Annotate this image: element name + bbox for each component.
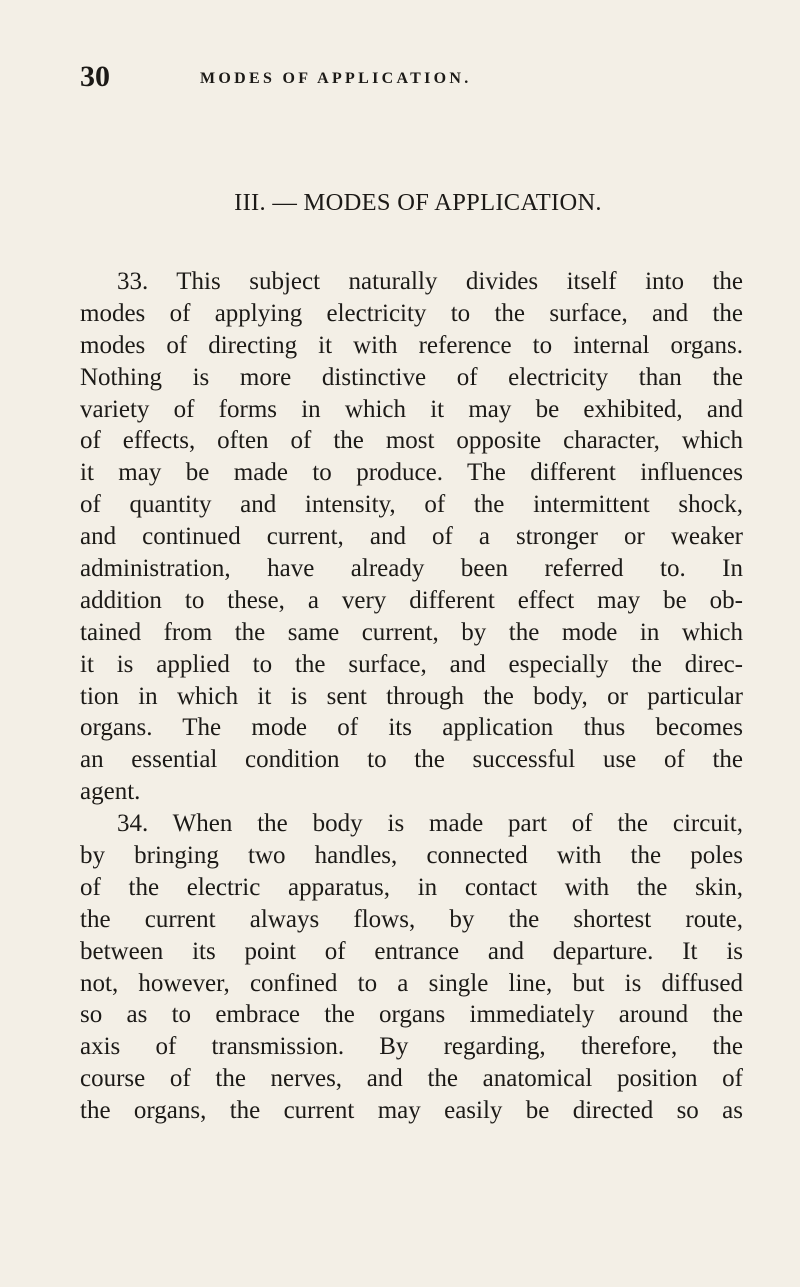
text-line: by bringing two handles, connected with the poles — [80, 842, 743, 870]
paragraph-34 — [80, 808, 743, 1127]
text-line: modes of applying electricity to the surface, and the — [80, 299, 743, 327]
running-header — [80, 62, 740, 102]
body-text — [80, 266, 743, 1127]
text-line: between its point of entrance and departure. It is — [80, 937, 743, 965]
text-line: of the electric apparatus, in contact with the skin, — [80, 873, 743, 901]
running-title: MODES OF APPLICATION. — [200, 70, 472, 87]
text-line: variety of forms in which it may be exhibited, and — [80, 395, 743, 423]
text-line: course of the nerves, and the anatomical position of — [80, 1065, 743, 1093]
text-line: of quantity and intensity, of the intermittent shock, — [80, 491, 743, 519]
text-line: so as to embrace the organs immediately around the — [80, 1001, 743, 1029]
text-line: addition to these, a very different effect may be ob- — [80, 586, 743, 614]
text-line: the current always flows, by the shortest route, — [80, 905, 743, 933]
text-line: 33. This subject naturally divides itself into the — [117, 268, 743, 295]
text-line: the organs, the current may easily be directed so as — [80, 1097, 743, 1125]
text-line: modes of directing it with reference to internal organs. — [80, 331, 743, 359]
text-line: Nothing is more distinctive of electricity than the — [80, 363, 743, 391]
text-line: agent. — [80, 778, 141, 806]
text-line: organs. The mode of its application thus becomes — [80, 714, 743, 742]
text-line: and continued current, and of a stronger or weaker — [80, 523, 743, 551]
text-line: an essential condition to the successful use of the — [80, 746, 743, 774]
text-line: administration, have already been referred to. In — [80, 555, 743, 583]
text-line: axis of transmission. By regarding, therefore, the — [80, 1033, 743, 1061]
text-line: tion in which it is sent through the body, or particular — [80, 682, 743, 710]
text-line: it is applied to the surface, and especially the direc- — [80, 650, 743, 678]
paragraph-33 — [80, 266, 743, 808]
page-number: 30 — [80, 60, 110, 93]
text-line: tained from the same current, by the mode in which — [80, 618, 743, 646]
text-line: not, however, confined to a single line, but is diffused — [80, 969, 743, 997]
section-heading: III. — MODES OF APPLICATION. — [234, 189, 602, 216]
text-line: it may be made to produce. The different influences — [80, 459, 743, 487]
text-line: of effects, often of the most opposite character, which — [80, 427, 743, 455]
text-line: 34. When the body is made part of the circuit, — [117, 810, 743, 838]
